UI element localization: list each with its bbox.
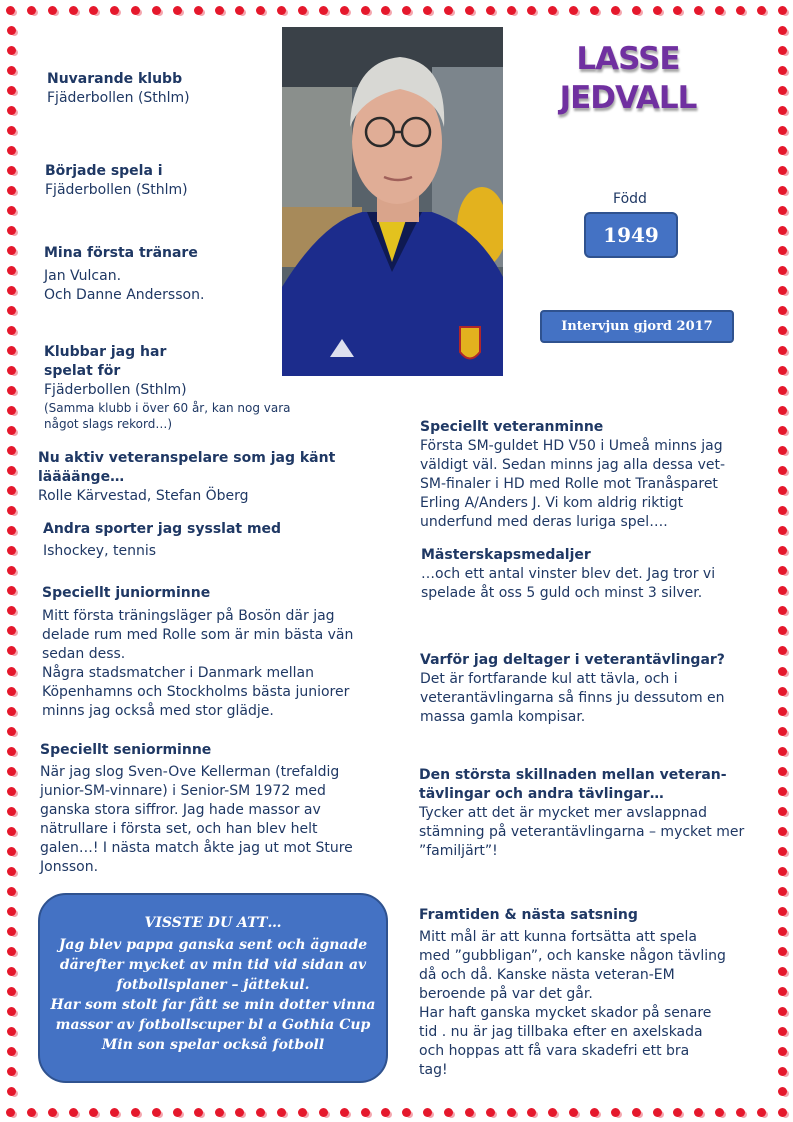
- veteran-memory-heading: Speciellt veteranminne: [420, 419, 604, 435]
- difference-section: [419, 766, 744, 861]
- border-bead: [548, 6, 557, 15]
- border-bead: [778, 947, 787, 956]
- border-bead: [778, 346, 787, 355]
- junior-memory-line: delade rum med Rolle som är min bästa vän: [42, 627, 354, 643]
- border-bead: [778, 46, 787, 55]
- border-bead: [590, 6, 599, 15]
- border-bead: [465, 6, 474, 15]
- border-bead: [778, 667, 787, 676]
- why-compete-line: massa gamla kompisar.: [420, 709, 586, 725]
- border-bead: [611, 1108, 620, 1117]
- border-bead: [235, 6, 244, 15]
- border-bead: [7, 827, 16, 836]
- border-bead: [778, 226, 787, 235]
- difference-line: Tycker att det är mycket mer avslappnad: [419, 805, 707, 821]
- border-bead: [527, 6, 536, 15]
- player-first-name: LASSE: [576, 41, 680, 77]
- born-label: Född: [613, 191, 647, 207]
- border-bead: [381, 6, 390, 15]
- border-bead: [7, 1087, 16, 1096]
- border-bead: [298, 6, 307, 15]
- coach-line: Jan Vulcan.: [44, 268, 122, 284]
- did-you-know-line: massor av fotbollscuper bl a Gothia Cup: [55, 1017, 371, 1033]
- border-bead: [7, 987, 16, 996]
- veteran-memory-line: Erling A/Anders J. Vi kom aldrig riktigt: [420, 495, 684, 511]
- border-bead: [778, 927, 787, 936]
- border-bead: [778, 566, 787, 575]
- border-bead: [7, 146, 16, 155]
- senior-memory-heading: Speciellt seniorminne: [40, 742, 212, 758]
- border-bead: [7, 947, 16, 956]
- junior-memory-section: [42, 584, 353, 721]
- border-bead: [27, 6, 36, 15]
- started-heading: Började spela i: [45, 163, 163, 179]
- future-section: [419, 906, 726, 1080]
- border-bead: [7, 787, 16, 796]
- clubs-note: något slags rekord…): [44, 417, 172, 431]
- future-line: tag!: [419, 1062, 448, 1078]
- clubs-note: (Samma klubb i över 60 år, kan nog vara: [44, 401, 291, 415]
- border-bead: [7, 406, 16, 415]
- future-line: då och då. Kanske nästa veteran-EM: [419, 967, 675, 983]
- border-bead: [778, 446, 787, 455]
- border-bead: [590, 1108, 599, 1117]
- border-bead: [444, 6, 453, 15]
- border-bead: [757, 6, 766, 15]
- border-bead: [361, 1108, 370, 1117]
- border-bead: [778, 1108, 787, 1117]
- border-bead: [7, 66, 16, 75]
- veteran-memory-line: väldigt väl. Sedan minns jag alla dessa vet-: [420, 457, 726, 473]
- junior-memory-line: Köpenhamns och Stockholms bästa juniorer: [42, 684, 350, 700]
- border-bead: [778, 546, 787, 555]
- border-bead: [778, 286, 787, 295]
- current-club-value: Fjäderbollen (Sthlm): [47, 90, 190, 106]
- senior-memory-line: junior-SM-vinnare) i Senior-SM 1972 med: [40, 783, 326, 799]
- border-bead: [7, 646, 16, 655]
- border-bead: [7, 126, 16, 135]
- why-compete-heading: Varför jag deltager i veterantävlingar?: [420, 652, 725, 668]
- border-bead: [152, 1108, 161, 1117]
- border-bead: [7, 526, 16, 535]
- border-bead: [486, 1108, 495, 1117]
- medals-heading: Mästerskapsmedaljer: [421, 547, 591, 563]
- clubs-heading: spelat för: [44, 363, 121, 379]
- border-bead: [778, 326, 787, 335]
- border-bead: [173, 6, 182, 15]
- border-bead: [256, 6, 265, 15]
- border-bead: [7, 106, 16, 115]
- did-you-know-line: därefter mycket av min tid vid sidan av: [59, 957, 367, 973]
- border-bead: [569, 6, 578, 15]
- border-bead: [7, 326, 16, 335]
- future-line: med ”gubbligan”, och kanske någon tävling: [419, 948, 726, 964]
- junior-memory-line: Några stadsmatcher i Danmark mellan: [42, 665, 314, 681]
- senior-memory-line: nätrullare i första set, och han blev helt: [40, 821, 318, 837]
- border-bead: [131, 6, 140, 15]
- did-you-know-line: Min son spelar också fotboll: [101, 1037, 325, 1053]
- current-club-section: [47, 70, 190, 108]
- medals-line: …och ett antal vinster blev det. Jag tror vi: [421, 566, 716, 582]
- border-bead: [778, 246, 787, 255]
- did-you-know-box: [38, 893, 388, 1083]
- border-bead: [7, 1027, 16, 1036]
- border-bead: [215, 1108, 224, 1117]
- player-name: [548, 40, 708, 118]
- border-bead: [173, 1108, 182, 1117]
- border-bead: [778, 1087, 787, 1096]
- border-bead: [694, 6, 703, 15]
- future-line: Mitt mål är att kunna fortsätta att spela: [419, 929, 697, 945]
- border-bead: [7, 867, 16, 876]
- border-bead: [778, 907, 787, 916]
- border-bead: [7, 46, 16, 55]
- senior-memory-section: [40, 741, 353, 877]
- border-bead: [548, 1108, 557, 1117]
- difference-line: stämning på veterantävlingarna – mycket mer: [419, 824, 745, 840]
- born-year-box: 1949: [584, 212, 678, 258]
- border-bead: [778, 626, 787, 635]
- border-bead: [7, 566, 16, 575]
- veteran-memory-section: [420, 418, 725, 532]
- border-bead: [402, 1108, 411, 1117]
- border-bead: [7, 506, 16, 515]
- coach-line: Och Danne Andersson.: [44, 287, 205, 303]
- border-bead: [778, 1047, 787, 1056]
- border-bead: [778, 1067, 787, 1076]
- border-bead: [7, 206, 16, 215]
- border-bead: [778, 646, 787, 655]
- border-bead: [653, 6, 662, 15]
- border-bead: [778, 466, 787, 475]
- border-bead: [131, 1108, 140, 1117]
- border-bead: [7, 346, 16, 355]
- started-section: [45, 162, 188, 200]
- border-bead: [7, 186, 16, 195]
- started-value: Fjäderbollen (Sthlm): [45, 182, 188, 198]
- border-bead: [778, 66, 787, 75]
- border-bead: [402, 6, 411, 15]
- why-compete-section: [420, 651, 725, 727]
- border-bead: [27, 1108, 36, 1117]
- border-bead: [653, 1108, 662, 1117]
- border-bead: [736, 6, 745, 15]
- border-bead: [778, 1007, 787, 1016]
- border-bead: [361, 6, 370, 15]
- border-bead: [7, 586, 16, 595]
- did-you-know-line: Jag blev pappa ganska sent och ägnade: [58, 937, 368, 953]
- why-compete-line: veterantävlingarna så finns ju dessutom en: [420, 690, 725, 706]
- border-bead: [778, 727, 787, 736]
- border-bead: [194, 1108, 203, 1117]
- border-bead: [194, 6, 203, 15]
- border-bead: [465, 1108, 474, 1117]
- border-bead: [778, 1027, 787, 1036]
- border-bead: [778, 807, 787, 816]
- border-bead: [778, 987, 787, 996]
- junior-memory-line: minns jag också med stor glädje.: [42, 703, 274, 719]
- coach-section: [44, 244, 204, 305]
- border-bead: [381, 1108, 390, 1117]
- border-bead: [89, 1108, 98, 1117]
- border-bead: [778, 827, 787, 836]
- border-bead: [778, 306, 787, 315]
- border-bead: [715, 1108, 724, 1117]
- border-bead: [507, 6, 516, 15]
- border-bead: [7, 887, 16, 896]
- coach-heading: Mina första tränare: [44, 245, 198, 261]
- clubs-value: Fjäderbollen (Sthlm): [44, 382, 187, 398]
- border-bead: [7, 166, 16, 175]
- bead-border-top: [0, 0, 793, 20]
- junior-memory-line: Mitt första träningsläger på Bosön där jag: [42, 608, 335, 624]
- senior-memory-line: Jonsson.: [40, 859, 99, 875]
- border-bead: [778, 146, 787, 155]
- border-bead: [6, 6, 15, 15]
- border-bead: [7, 606, 16, 615]
- senior-memory-line: När jag slog Sven-Ove Kellerman (trefaldig: [40, 764, 340, 780]
- border-bead: [7, 366, 16, 375]
- why-compete-line: Det är fortfarande kul att tävla, och i: [420, 671, 678, 687]
- border-bead: [778, 526, 787, 535]
- border-bead: [778, 86, 787, 95]
- medals-line: spelade åt oss 5 guld och minst 3 silver.: [421, 585, 703, 601]
- border-bead: [69, 1108, 78, 1117]
- border-bead: [715, 6, 724, 15]
- border-bead: [319, 1108, 328, 1117]
- border-bead: [256, 1108, 265, 1117]
- border-bead: [277, 6, 286, 15]
- active-veterans-section: [38, 449, 335, 506]
- difference-heading: tävlingar och andra tävlingar…: [419, 786, 664, 802]
- future-line: tid . nu är jag tillbaka efter en axelskada: [419, 1024, 703, 1040]
- border-bead: [298, 1108, 307, 1117]
- border-bead: [778, 767, 787, 776]
- border-bead: [7, 687, 16, 696]
- junior-memory-line: sedan dess.: [42, 646, 126, 662]
- border-bead: [7, 907, 16, 916]
- senior-memory-line: galen…! I nästa match åkte jag ut mot Sture: [40, 840, 353, 856]
- border-bead: [7, 727, 16, 736]
- other-sports-heading: Andra sporter jag sysslat med: [43, 521, 282, 537]
- border-bead: [7, 807, 16, 816]
- border-bead: [632, 6, 641, 15]
- border-bead: [7, 747, 16, 756]
- border-bead: [7, 847, 16, 856]
- border-bead: [7, 246, 16, 255]
- border-bead: [423, 6, 432, 15]
- border-bead: [340, 1108, 349, 1117]
- border-bead: [507, 1108, 516, 1117]
- border-bead: [444, 1108, 453, 1117]
- border-bead: [778, 6, 787, 15]
- border-bead: [7, 1047, 16, 1056]
- border-bead: [778, 506, 787, 515]
- veteran-memory-line: Första SM-guldet HD V50 i Umeå minns jag: [420, 438, 723, 454]
- did-you-know-title: VISSTE DU ATT…: [144, 915, 282, 931]
- difference-heading: Den största skillnaden mellan veteran-: [419, 767, 727, 783]
- other-sports-value: Ishockey, tennis: [43, 543, 156, 559]
- veteran-memory-line: underfund med deras luriga spel….: [420, 514, 668, 530]
- border-bead: [215, 6, 224, 15]
- border-bead: [89, 6, 98, 15]
- did-you-know-line: Har som stolt far fått se min dotter vinna: [50, 997, 376, 1013]
- future-line: Har haft ganska mycket skador på senare: [419, 1005, 712, 1021]
- border-bead: [7, 1007, 16, 1016]
- border-bead: [778, 887, 787, 896]
- border-bead: [632, 1108, 641, 1117]
- border-bead: [110, 1108, 119, 1117]
- border-bead: [569, 1108, 578, 1117]
- border-bead: [7, 767, 16, 776]
- border-bead: [110, 6, 119, 15]
- border-bead: [7, 707, 16, 716]
- border-bead: [778, 266, 787, 275]
- border-bead: [7, 466, 16, 475]
- future-heading: Framtiden & nästa satsning: [419, 907, 638, 923]
- border-bead: [7, 967, 16, 976]
- border-bead: [319, 6, 328, 15]
- border-bead: [7, 86, 16, 95]
- border-bead: [340, 6, 349, 15]
- border-bead: [7, 626, 16, 635]
- difference-line: ”familjärt”!: [419, 843, 498, 859]
- clubs-section: [44, 343, 291, 432]
- border-bead: [277, 1108, 286, 1117]
- border-bead: [7, 927, 16, 936]
- border-bead: [235, 1108, 244, 1117]
- bead-border-right: [771, 20, 793, 1102]
- border-bead: [673, 1108, 682, 1117]
- future-line: och hoppas att få vara skadefri ett bra: [419, 1043, 690, 1059]
- border-bead: [48, 1108, 57, 1117]
- other-sports-section: [43, 520, 281, 561]
- border-bead: [778, 126, 787, 135]
- border-bead: [778, 106, 787, 115]
- border-bead: [7, 286, 16, 295]
- border-bead: [778, 606, 787, 615]
- border-bead: [527, 1108, 536, 1117]
- bead-border-left: [0, 20, 22, 1102]
- did-you-know-line: fotbollsplaner – jättekul.: [116, 977, 310, 993]
- player-last-name: JEDVALL: [559, 80, 697, 116]
- border-bead: [152, 6, 161, 15]
- interview-date-box: Intervjun gjord 2017: [540, 310, 734, 343]
- border-bead: [694, 1108, 703, 1117]
- border-bead: [48, 6, 57, 15]
- border-bead: [7, 306, 16, 315]
- border-bead: [69, 6, 78, 15]
- border-bead: [778, 687, 787, 696]
- active-veterans-value: Rolle Kärvestad, Stefan Öberg: [38, 488, 249, 504]
- border-bead: [7, 426, 16, 435]
- border-bead: [7, 1067, 16, 1076]
- border-bead: [778, 386, 787, 395]
- border-bead: [6, 1108, 15, 1117]
- border-bead: [778, 486, 787, 495]
- border-bead: [778, 406, 787, 415]
- active-veterans-heading: Nu aktiv veteranspelare som jag känt: [38, 450, 336, 466]
- senior-memory-line: ganska stora siffror. Jag hade massor av: [40, 802, 321, 818]
- border-bead: [7, 266, 16, 275]
- border-bead: [778, 26, 787, 35]
- border-bead: [778, 186, 787, 195]
- border-bead: [778, 867, 787, 876]
- border-bead: [486, 6, 495, 15]
- border-bead: [7, 386, 16, 395]
- border-bead: [7, 226, 16, 235]
- border-bead: [778, 366, 787, 375]
- border-bead: [7, 486, 16, 495]
- portrait-photo: [282, 27, 503, 376]
- border-bead: [736, 1108, 745, 1117]
- active-veterans-heading: läääänge…: [38, 469, 125, 485]
- clubs-heading: Klubbar jag har: [44, 344, 167, 360]
- border-bead: [7, 546, 16, 555]
- border-bead: [778, 707, 787, 716]
- border-bead: [778, 166, 787, 175]
- bead-border-bottom: [0, 1102, 793, 1122]
- border-bead: [778, 967, 787, 976]
- border-bead: [778, 426, 787, 435]
- border-bead: [673, 6, 682, 15]
- medals-section: [421, 546, 715, 603]
- border-bead: [7, 446, 16, 455]
- border-bead: [778, 206, 787, 215]
- border-bead: [757, 1108, 766, 1117]
- future-line: beroende på var det går.: [419, 986, 593, 1002]
- border-bead: [778, 787, 787, 796]
- border-bead: [7, 26, 16, 35]
- border-bead: [778, 847, 787, 856]
- border-bead: [778, 747, 787, 756]
- veteran-memory-line: SM-finaler i HD med Rolle mot Tranåsparet: [420, 476, 718, 492]
- border-bead: [7, 667, 16, 676]
- border-bead: [611, 6, 620, 15]
- border-bead: [423, 1108, 432, 1117]
- junior-memory-heading: Speciellt juniorminne: [42, 585, 211, 601]
- current-club-heading: Nuvarande klubb: [47, 71, 183, 87]
- border-bead: [778, 586, 787, 595]
